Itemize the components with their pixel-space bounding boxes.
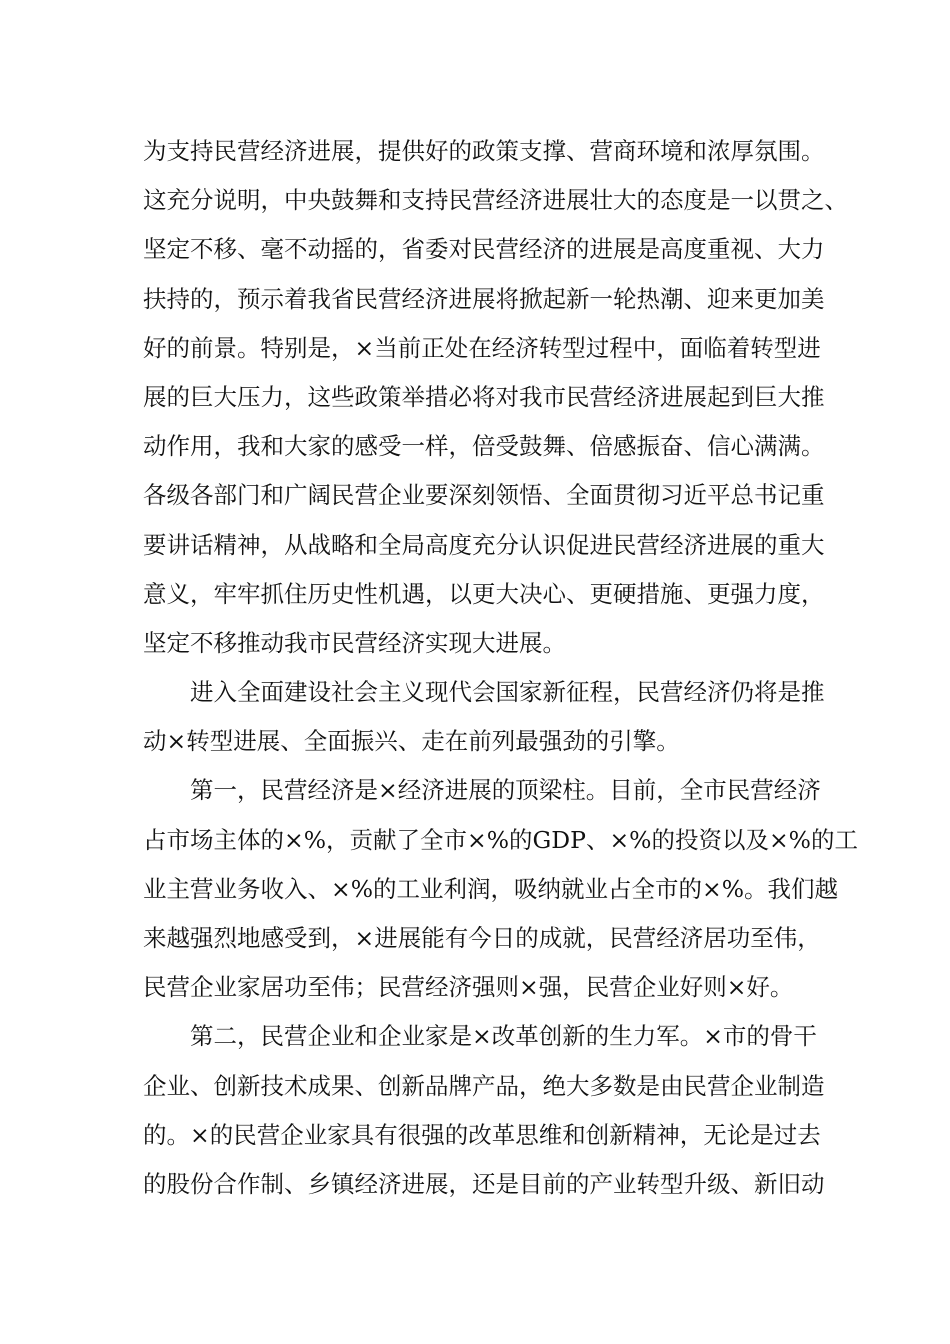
text-line: 扶持的，预示着我省民营经济进展将掀起新一轮热潮、迎来更加美 [143,284,825,313]
text-line: 这充分说明，中央鼓舞和支持民营经济进展壮大的态度是一以贯之、 [143,186,848,215]
text-line: 为支持民营经济进展，提供好的政策支撑、营商环境和浓厚氛围。 [143,137,825,165]
text-line: 占市场主体的×%，贡献了全市×%的GDP、×%的投资以及×%的工 [143,825,859,854]
paragraph-first-line: 进入全面建设社会主义现代会国家新征程，民营经济仍将是推 [190,678,825,707]
text-line: 展的巨大压力，这些政策举措必将对我市民营经济进展起到巨大推 [143,382,825,411]
text-line: 要讲话精神，从战略和全局高度充分认识促进民营经济进展的重大 [143,530,825,559]
text-line: 好的前景。特别是，×当前正处在经济转型过程中，面临着转型进 [143,333,821,362]
text-line: 动×转型进展、全面振兴、走在前列最强劲的引擎。 [143,727,680,756]
text-line: 意义，牢牢抓住历史性机遇，以更大决心、更硬措施、更强力度， [143,579,825,608]
text-line: 的股份合作制、乡镇经济进展，还是目前的产业转型升级、新旧动 [143,1169,825,1198]
text-line: 坚定不移推动我市民营经济实现大进展。 [143,628,566,657]
text-line: 业主营业务收入、×%的工业利润，吸纳就业占全市的×%。我们越 [143,874,839,903]
text-line: 民营企业家居功至伟；民营经济强则×强，民营企业好则×好。 [143,973,794,1002]
text-line: 坚定不移、毫不动摇的，省委对民营经济的进展是高度重视、大力 [143,235,825,264]
paragraph-first-line: 第二，民营企业和企业家是×改革创新的生力军。×市的骨干 [190,1022,817,1051]
text-line: 企业、创新技术成果、创新品牌产品，绝大多数是由民营企业制造 [143,1071,825,1100]
text-line: 来越强烈地感受到，×进展能有今日的成就，民营经济居功至伟， [143,924,821,952]
text-line: 动作用，我和大家的感受一样，倍受鼓舞、倍感振奋、信心满满。 [143,432,825,461]
document-body [143,127,859,1209]
text-line: 的。×的民营企业家具有很强的改革思维和创新精神，无论是过去 [143,1120,821,1149]
text-line: 各级各部门和广阔民营企业要深刻领悟、全面贯彻习近平总书记重 [143,481,825,510]
paragraph-first-line: 第一，民营经济是×经济进展的顶梁柱。目前，全市民营经济 [190,776,821,805]
